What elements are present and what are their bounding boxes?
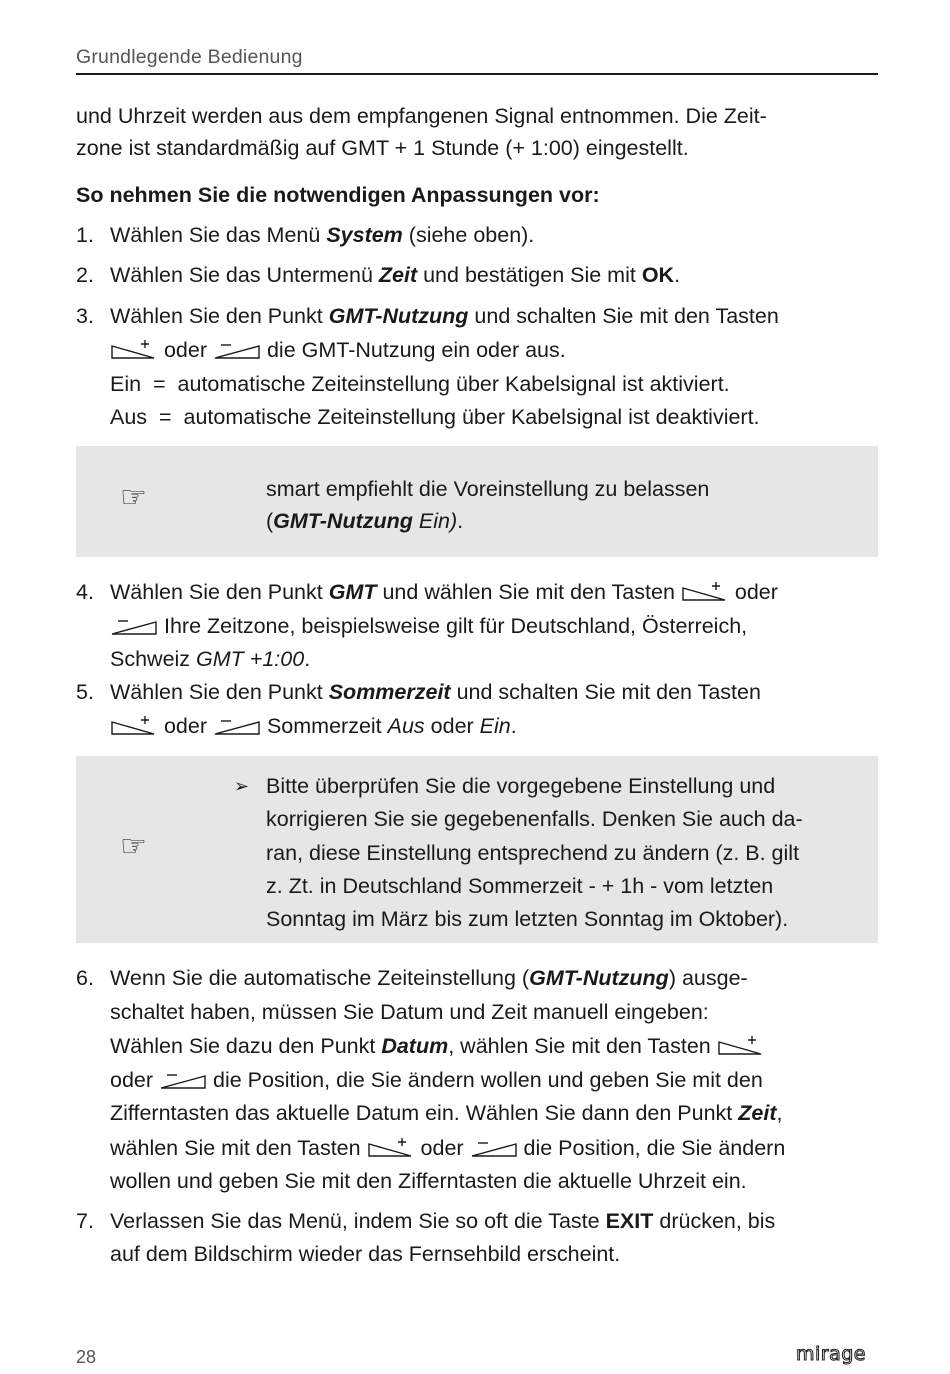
text: Schweiz xyxy=(110,647,197,671)
text: , xyxy=(776,1101,783,1125)
volume-up-key-icon xyxy=(110,337,158,361)
text: Wählen Sie das Menü xyxy=(110,223,327,247)
text: ( xyxy=(266,509,274,533)
volume-up-key-icon xyxy=(717,1033,765,1057)
text: oder xyxy=(424,714,480,738)
menu-name: System xyxy=(326,223,403,247)
text: oder xyxy=(414,1136,470,1160)
note-line: z. Zt. in Deutschland Sommerzeit - + 1h - vom letzten xyxy=(266,874,774,898)
text: . xyxy=(457,509,464,533)
text: Wählen Sie das Untermenü xyxy=(110,263,379,287)
text: die Position, die Sie ändern wollen und geben Sie mit den xyxy=(207,1068,763,1092)
text: Zifferntasten das aktuelle Datum ein. Wählen Sie dann den Punkt xyxy=(110,1101,739,1125)
intro-line-1: und Uhrzeit werden aus dem empfangenen Signal entnommen. Die Zeit- xyxy=(76,104,767,128)
step-number: 4. xyxy=(76,580,94,604)
step-number: 1. xyxy=(76,223,94,247)
note-line-1: smart empfiehlt die Voreinstellung zu belassen xyxy=(266,477,710,501)
text: . xyxy=(304,647,311,671)
step-6-line-4 xyxy=(110,1065,763,1095)
step-7-line-2: auf dem Bildschirm wieder das Fernsehbild erscheint. xyxy=(110,1242,621,1266)
step-6-line-1 xyxy=(110,963,748,993)
text: Wählen Sie den Punkt xyxy=(110,304,329,328)
menu-item: GMT xyxy=(328,580,377,604)
text: Wählen Sie dazu den Punkt xyxy=(110,1034,382,1058)
step-6-line-7: wollen und geben Sie mit den Zifferntasten die aktuelle Uhrzeit ein. xyxy=(110,1169,747,1193)
mirage-logo xyxy=(796,1342,878,1366)
note-line: korrigieren Sie sie gegebenenfalls. Denken Sie auch da- xyxy=(266,807,803,831)
text: und wählen Sie mit den Tasten xyxy=(376,580,681,604)
text: oder xyxy=(728,580,778,604)
text: . xyxy=(674,263,681,287)
setting-value: Ein) xyxy=(412,509,458,533)
step-7-line-1 xyxy=(110,1206,775,1236)
step-4-line-2 xyxy=(110,611,747,641)
step-4-line-1 xyxy=(110,577,778,607)
menu-item: Datum xyxy=(381,1034,449,1058)
text: Ihre Zeitzone, beispielsweise gilt für Deutschland, Österreich, xyxy=(158,614,748,638)
step-5-line-2 xyxy=(110,711,517,741)
setting-value: Ein xyxy=(479,714,511,738)
note-line-2 xyxy=(266,506,463,536)
header-rule xyxy=(76,73,878,75)
text: ) ausge- xyxy=(668,966,748,990)
text: und schalten Sie mit den Tasten xyxy=(468,304,779,328)
menu-name: Zeit xyxy=(378,263,418,287)
setting-value: Aus xyxy=(387,714,425,738)
volume-up-key-icon xyxy=(367,1135,415,1159)
step-5-line-1 xyxy=(110,677,761,707)
volume-up-key-icon xyxy=(681,579,729,603)
menu-item: GMT-Nutzung xyxy=(328,304,469,328)
step-3-line-4: Aus = automatische Zeiteinstellung über Kabelsignal ist deaktiviert. xyxy=(110,405,760,429)
step-number: 7. xyxy=(76,1209,94,1233)
bullet-arrow-icon: ➢ xyxy=(234,776,250,796)
step-6-line-6 xyxy=(110,1133,785,1163)
text: , wählen Sie mit den Tasten xyxy=(448,1034,717,1058)
setting-value: GMT +1:00 xyxy=(196,647,305,671)
page-number: 28 xyxy=(76,1347,97,1367)
step-1-text xyxy=(110,220,534,250)
text: die Position, die Sie ändern xyxy=(517,1136,786,1160)
note-line: Bitte überprüfen Sie die vorgegebene Einstellung und xyxy=(266,774,776,798)
text: oder xyxy=(158,338,213,362)
text: drücken, bis xyxy=(653,1209,776,1233)
step-number: 2. xyxy=(76,263,94,287)
step-3-line-1 xyxy=(110,301,779,331)
text: . xyxy=(510,714,517,738)
pointing-hand-icon: ☞ xyxy=(120,481,147,514)
step-number: 5. xyxy=(76,680,94,704)
step-6-line-3 xyxy=(110,1031,765,1061)
volume-down-key-icon xyxy=(213,713,261,737)
text: Sommerzeit xyxy=(260,714,388,738)
svg-text:mirage: mirage xyxy=(796,1343,866,1365)
volume-down-key-icon xyxy=(213,337,261,361)
text: und bestätigen Sie mit xyxy=(417,263,642,287)
text: Wählen Sie den Punkt xyxy=(110,580,329,604)
text: (siehe oben). xyxy=(402,223,535,247)
step-3-line-3: Ein = automatische Zeiteinstellung über Kabelsignal ist aktiviert. xyxy=(110,372,730,396)
key-name: OK xyxy=(641,263,675,287)
menu-item: Sommerzeit xyxy=(328,680,451,704)
volume-down-key-icon xyxy=(159,1067,207,1091)
volume-up-key-icon xyxy=(110,713,158,737)
volume-down-key-icon xyxy=(110,613,158,637)
running-header: Grundlegende Bedienung xyxy=(76,46,303,68)
volume-down-key-icon xyxy=(470,1135,518,1159)
text: wählen Sie mit den Tasten xyxy=(110,1136,367,1160)
intro-line-2: zone ist standardmäßig auf GMT + 1 Stunde (+ 1:00) eingestellt. xyxy=(76,136,689,160)
text: oder xyxy=(110,1068,160,1092)
note-line: Sonntag im März bis zum letzten Sonntag im Oktober). xyxy=(266,907,789,931)
text: Verlassen Sie das Menü, indem Sie so oft die Taste xyxy=(110,1209,606,1233)
text: Wählen Sie den Punkt xyxy=(110,680,329,704)
note-line: ran, diese Einstellung entsprechend zu ändern (z. B. gilt xyxy=(266,841,800,865)
note-box xyxy=(76,756,878,943)
step-6-line-5 xyxy=(110,1098,782,1128)
note-box xyxy=(76,446,878,557)
subheading: So nehmen Sie die notwendigen Anpassungen vor: xyxy=(76,183,600,207)
key-name: EXIT xyxy=(605,1209,654,1233)
step-number: 6. xyxy=(76,966,94,990)
text: die GMT-Nutzung ein oder aus. xyxy=(260,338,566,362)
step-number: 3. xyxy=(76,304,94,328)
step-2-text xyxy=(110,260,680,290)
step-6-line-2: schaltet haben, müssen Sie Datum und Zeit manuell eingeben: xyxy=(110,1000,709,1024)
menu-item: GMT-Nutzung xyxy=(273,509,413,533)
pointing-hand-icon: ☞ xyxy=(120,830,147,863)
menu-item: Zeit xyxy=(738,1101,777,1125)
menu-item: GMT-Nutzung xyxy=(529,966,669,990)
text: Wenn Sie die automatische Zeiteinstellung ( xyxy=(110,966,530,990)
text: und schalten Sie mit den Tasten xyxy=(450,680,761,704)
text: oder xyxy=(158,714,213,738)
step-4-line-3 xyxy=(110,644,310,674)
step-3-line-2 xyxy=(110,335,566,365)
